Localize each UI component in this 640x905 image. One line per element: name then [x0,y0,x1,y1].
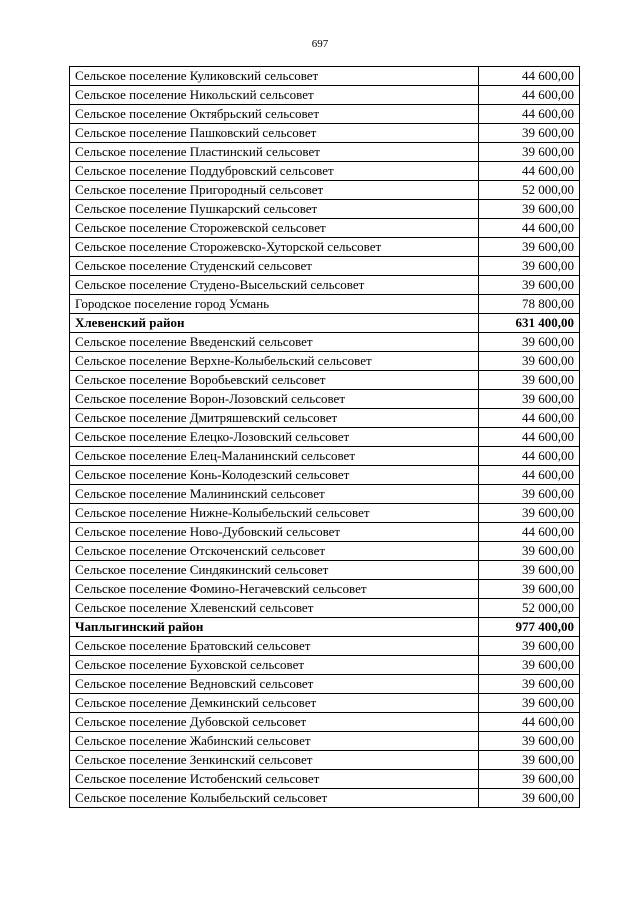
settlement-name-cell: Чаплыгинский район [70,618,479,637]
amount-cell: 44 600,00 [479,105,580,124]
settlement-name-cell: Сельское поселение Пластинский сельсовет [70,143,479,162]
settlement-name-cell: Сельское поселение Ворон-Лозовский сельсовет [70,390,479,409]
settlement-name-cell: Сельское поселение Буховской сельсовет [70,656,479,675]
amount-cell: 44 600,00 [479,86,580,105]
table-row [70,333,580,352]
settlement-name-cell: Сельское поселение Дмитряшевский сельсовет [70,409,479,428]
settlement-name-cell: Сельское поселение Фомино-Негачевский сельсовет [70,580,479,599]
amount-cell: 39 600,00 [479,333,580,352]
table-row [70,219,580,238]
amount-cell: 631 400,00 [479,314,580,333]
settlement-name-cell: Сельское поселение Елец-Маланинский сельсовет [70,447,479,466]
table-body [70,67,580,808]
amount-cell: 44 600,00 [479,162,580,181]
table-row [70,656,580,675]
amount-cell: 39 600,00 [479,200,580,219]
table-row [70,390,580,409]
amount-cell: 39 600,00 [479,371,580,390]
settlement-name-cell: Сельское поселение Демкинский сельсовет [70,694,479,713]
amount-cell: 44 600,00 [479,447,580,466]
amount-cell: 44 600,00 [479,466,580,485]
amount-cell: 39 600,00 [479,770,580,789]
table-row [70,732,580,751]
table-row [70,238,580,257]
table-row [70,143,580,162]
table-row [70,580,580,599]
table-row [70,561,580,580]
amount-cell: 39 600,00 [479,732,580,751]
table-row [70,86,580,105]
table-row [70,694,580,713]
settlement-name-cell: Сельское поселение Воробьевский сельсовет [70,371,479,390]
district-total-row [70,618,580,637]
table-row [70,409,580,428]
settlement-name-cell: Сельское поселение Жабинский сельсовет [70,732,479,751]
table-row [70,504,580,523]
settlement-name-cell: Сельское поселение Введенский сельсовет [70,333,479,352]
district-total-row [70,314,580,333]
table-row [70,295,580,314]
table-row [70,713,580,732]
settlement-name-cell: Сельское поселение Дубовской сельсовет [70,713,479,732]
amount-cell: 78 800,00 [479,295,580,314]
amount-cell: 39 600,00 [479,675,580,694]
settlement-name-cell: Сельское поселение Поддубровский сельсовет [70,162,479,181]
table-row [70,124,580,143]
budget-table [69,66,580,808]
settlement-name-cell: Сельское поселение Сторожевско-Хуторской сельсовет [70,238,479,257]
settlement-name-cell: Городское поселение город Усмань [70,295,479,314]
settlement-name-cell: Сельское поселение Отскоченский сельсовет [70,542,479,561]
settlement-name-cell: Сельское поселение Пушкарский сельсовет [70,200,479,219]
amount-cell: 39 600,00 [479,485,580,504]
amount-cell: 39 600,00 [479,143,580,162]
amount-cell: 39 600,00 [479,352,580,371]
table-row [70,181,580,200]
settlement-name-cell: Сельское поселение Ново-Дубовский сельсовет [70,523,479,542]
table-row [70,352,580,371]
amount-cell: 39 600,00 [479,694,580,713]
table-row [70,276,580,295]
settlement-name-cell: Сельское поселение Пригородный сельсовет [70,181,479,200]
amount-cell: 39 600,00 [479,390,580,409]
table-row [70,200,580,219]
table-row [70,67,580,86]
settlement-name-cell: Сельское поселение Истобенский сельсовет [70,770,479,789]
settlement-name-cell: Сельское поселение Сторожевской сельсовет [70,219,479,238]
table-row [70,637,580,656]
amount-cell: 39 600,00 [479,124,580,143]
settlement-name-cell: Сельское поселение Малининский сельсовет [70,485,479,504]
settlement-name-cell: Сельское поселение Конь-Колодезский сельсовет [70,466,479,485]
settlement-name-cell: Сельское поселение Октябрьский сельсовет [70,105,479,124]
amount-cell: 39 600,00 [479,789,580,808]
table-row [70,447,580,466]
settlement-name-cell: Хлевенский район [70,314,479,333]
amount-cell: 52 000,00 [479,181,580,200]
amount-cell: 39 600,00 [479,580,580,599]
settlement-name-cell: Сельское поселение Нижне-Колыбельский сельсовет [70,504,479,523]
table-row [70,485,580,504]
table-row [70,105,580,124]
table-row [70,257,580,276]
amount-cell: 39 600,00 [479,276,580,295]
amount-cell: 39 600,00 [479,561,580,580]
table-row [70,751,580,770]
amount-cell: 39 600,00 [479,238,580,257]
table-row [70,371,580,390]
settlement-name-cell: Сельское поселение Студенский сельсовет [70,257,479,276]
settlement-name-cell: Сельское поселение Зенкинский сельсовет [70,751,479,770]
amount-cell: 44 600,00 [479,67,580,86]
settlement-name-cell: Сельское поселение Куликовский сельсовет [70,67,479,86]
amount-cell: 977 400,00 [479,618,580,637]
amount-cell: 39 600,00 [479,257,580,276]
table-row [70,162,580,181]
settlement-name-cell: Сельское поселение Ведновский сельсовет [70,675,479,694]
settlement-name-cell: Сельское поселение Колыбельский сельсовет [70,789,479,808]
table-row [70,542,580,561]
settlement-name-cell: Сельское поселение Пашковский сельсовет [70,124,479,143]
amount-cell: 44 600,00 [479,409,580,428]
amount-cell: 44 600,00 [479,219,580,238]
amount-cell: 39 600,00 [479,751,580,770]
settlement-name-cell: Сельское поселение Студено-Высельский сельсовет [70,276,479,295]
settlement-name-cell: Сельское поселение Верхне-Колыбельский сельсовет [70,352,479,371]
amount-cell: 44 600,00 [479,713,580,732]
settlement-name-cell: Сельское поселение Никольский сельсовет [70,86,479,105]
amount-cell: 44 600,00 [479,523,580,542]
table-row [70,428,580,447]
settlement-name-cell: Сельское поселение Синдякинский сельсовет [70,561,479,580]
settlement-name-cell: Сельское поселение Хлевенский сельсовет [70,599,479,618]
amount-cell: 39 600,00 [479,542,580,561]
amount-cell: 39 600,00 [479,637,580,656]
table-row [70,789,580,808]
table-row [70,599,580,618]
amount-cell: 52 000,00 [479,599,580,618]
settlement-name-cell: Сельское поселение Елецко-Лозовский сельсовет [70,428,479,447]
table-row [70,523,580,542]
page-number: 697 [311,38,329,50]
table-row [70,770,580,789]
table-row [70,466,580,485]
amount-cell: 39 600,00 [479,656,580,675]
settlement-name-cell: Сельское поселение Братовский сельсовет [70,637,479,656]
amount-cell: 39 600,00 [479,504,580,523]
table-row [70,675,580,694]
amount-cell: 44 600,00 [479,428,580,447]
